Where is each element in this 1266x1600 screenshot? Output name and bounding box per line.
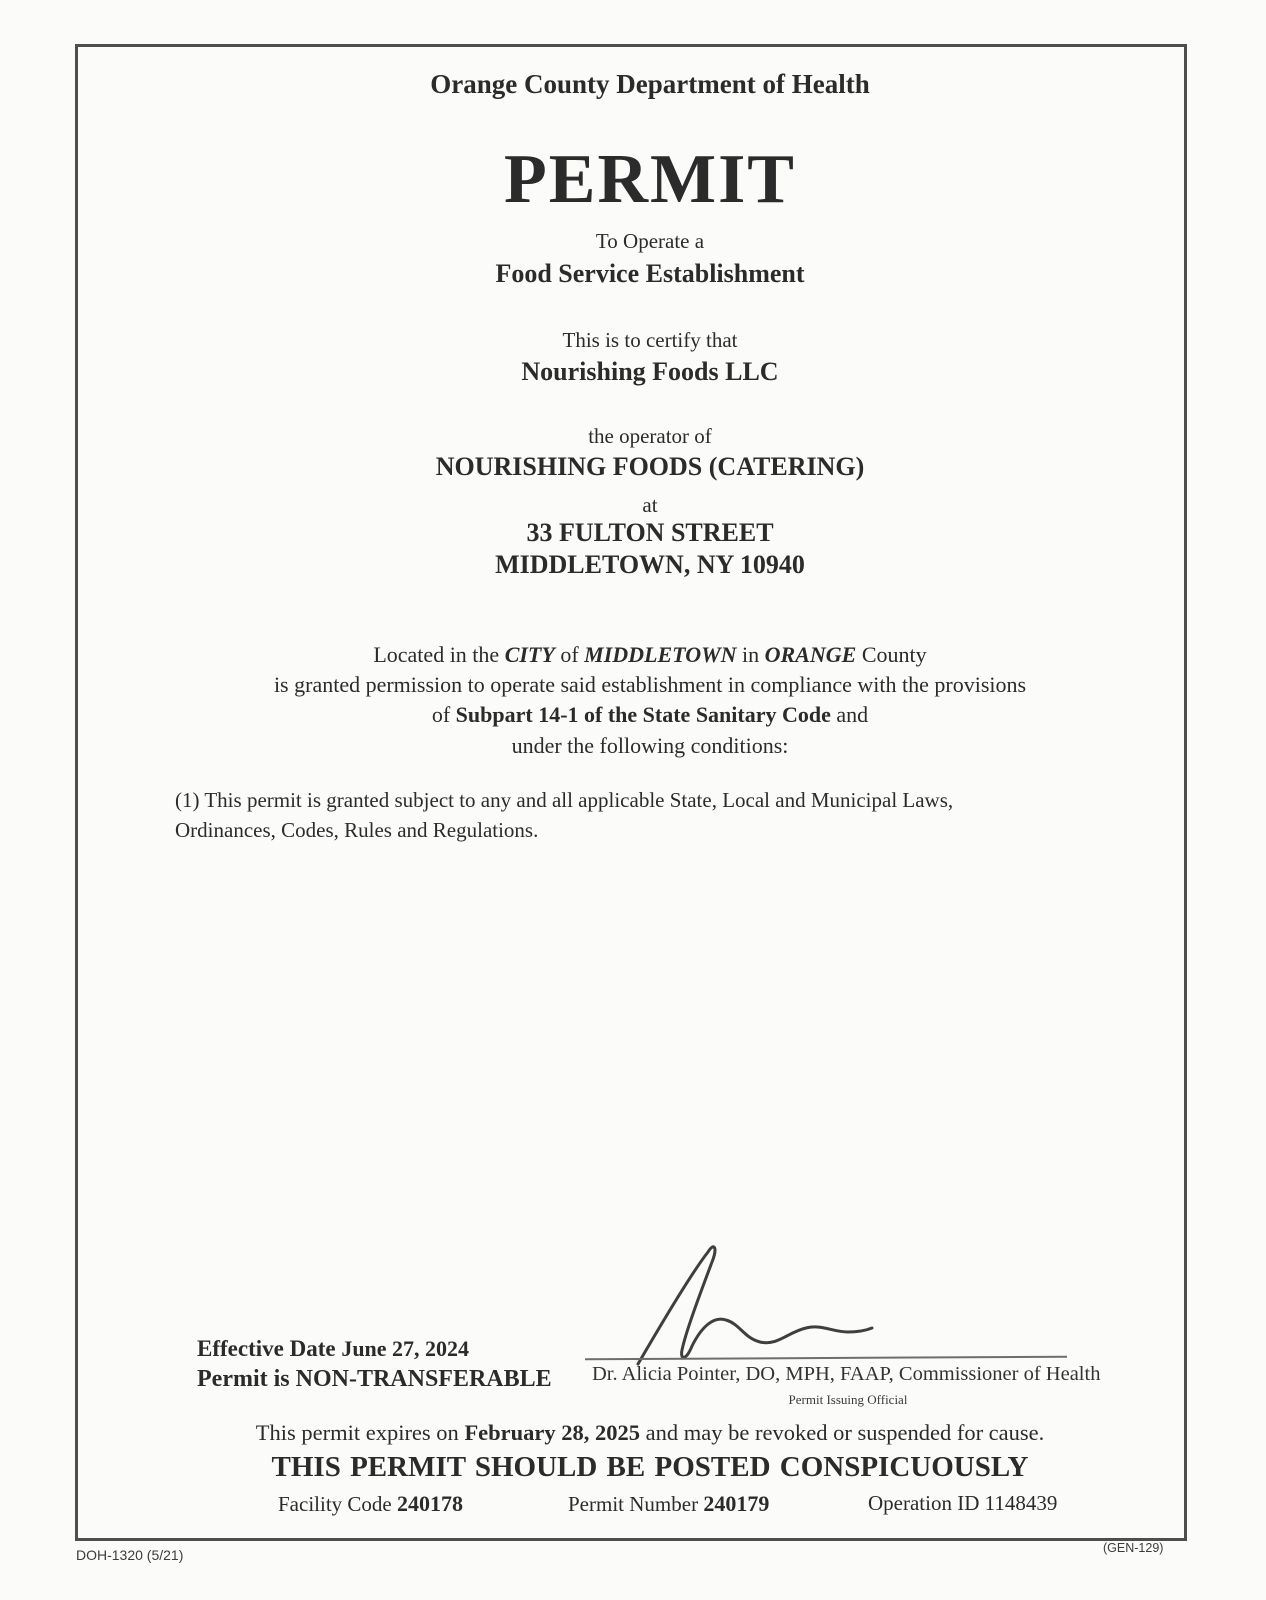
expiration-date: February 28, 2025 <box>464 1420 641 1445</box>
operate-line: To Operate a <box>595 229 705 253</box>
posting-notice: THIS PERMIT SHOULD BE POSTED CONSPICUOUSLY <box>271 1451 1029 1483</box>
address-line-1: 33 FULTON STREET <box>526 518 774 547</box>
operation-id-value: 1148439 <box>984 1491 1058 1515</box>
permit-holder-name: Nourishing Foods LLC <box>521 357 779 386</box>
code-suffix: and <box>836 702 869 727</box>
located-prefix: Located in the <box>373 642 500 667</box>
establishment-type: Food Service Establishment <box>495 259 805 288</box>
condition-item-1: (1) This permit is granted subject to any and all applicable State, Local and Municipal Laws, Ordinances, Codes, Rules and Regulations. <box>175 788 954 842</box>
expires-suffix: and may be revoked or suspended for cause. <box>645 1420 1045 1445</box>
signature <box>628 1236 878 1371</box>
expiration-line <box>90 1419 1210 1447</box>
permit-number-value: 240179 <box>703 1491 770 1516</box>
issuing-agency: Orange County Department of Health <box>430 69 870 99</box>
permit-number-label: Permit Number <box>568 1492 699 1516</box>
conditions-intro: under the following conditions: <box>511 733 789 758</box>
jurisdiction-type: CITY <box>504 642 555 667</box>
operator-line: the operator of <box>588 424 712 448</box>
address-line-2: MIDDLETOWN, NY 10940 <box>495 550 805 579</box>
transferability-notice: Permit is NON-TRANSFERABLE <box>197 1366 552 1392</box>
effective-date-label: Effective Date <box>197 1336 336 1361</box>
location-clause <box>90 641 1210 669</box>
effective-date-value: June 27, 2024 <box>341 1336 470 1361</box>
signatory-title: Permit Issuing Official <box>788 1392 908 1407</box>
facility-code-value: 240178 <box>397 1491 463 1516</box>
expires-prefix: This permit expires on <box>255 1420 459 1445</box>
certify-line: This is to certify that <box>562 328 738 352</box>
establishment-name: NOURISHING FOODS (CATERING) <box>435 452 865 481</box>
operation-id <box>868 1491 1057 1516</box>
facility-code <box>278 1491 463 1517</box>
at-word: at <box>642 493 658 517</box>
sanitary-code-line <box>90 701 1210 729</box>
county-name: ORANGE <box>764 642 857 667</box>
code-reference: Subpart 14-1 of the State Sanitary Code <box>455 702 831 727</box>
signatory-name: Dr. Alicia Pointer, DO, MPH, FAAP, Commissioner of Health <box>592 1363 1101 1385</box>
operation-id-label: Operation ID <box>868 1491 980 1515</box>
document-title: PERMIT <box>504 141 796 218</box>
effective-date-line <box>197 1336 469 1362</box>
county-word: County <box>861 642 927 667</box>
facility-code-label: Facility Code <box>278 1492 392 1516</box>
permit-number <box>568 1491 769 1517</box>
municipality-name: MIDDLETOWN <box>584 642 737 667</box>
granted-line: is granted permission to operate said establishment in compliance with the provisions <box>273 672 1027 697</box>
form-number: DOH-1320 (5/21) <box>76 1547 184 1563</box>
in-word: in <box>742 642 760 667</box>
code-prefix: of <box>431 702 451 727</box>
of-word: of <box>560 642 579 667</box>
gen-code: (GEN-129) <box>1103 1541 1164 1555</box>
